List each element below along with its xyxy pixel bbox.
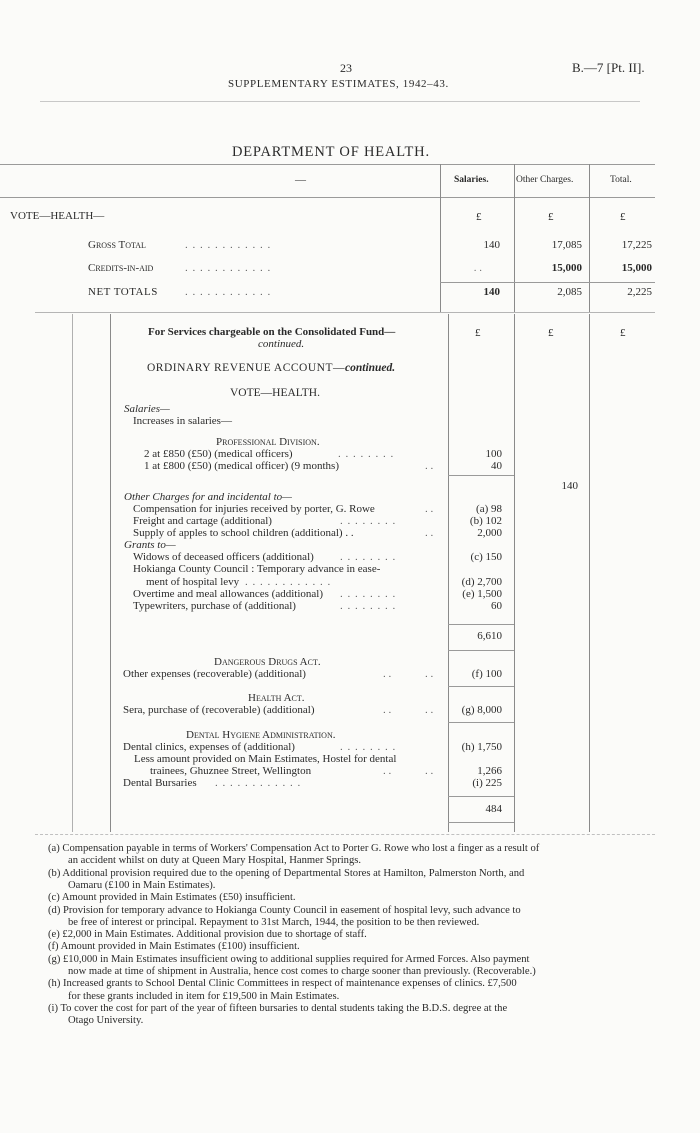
column-header-other-charges: Other Charges.: [516, 175, 574, 185]
dangerous-drugs-heading: Dangerous Drugs Act.: [214, 656, 321, 668]
page-title: DEPARTMENT OF HEALTH.: [232, 144, 430, 160]
vote-label: VOTE—HEALTH—: [10, 210, 105, 222]
currency-3: £: [620, 327, 626, 339]
grants-label: Grants to—: [124, 539, 176, 551]
footnote-e: (e) £2,000 in Main Estimates. Additional provision due to shortage of staff.: [48, 929, 367, 941]
page-subtitle: SUPPLEMENTARY ESTIMATES, 1942–43.: [228, 78, 449, 90]
salaries-label: Salaries—: [124, 403, 170, 415]
footnote-g: (g) £10,000 in Main Estimates insufficient owing to additional supplies required for Armed Forces. Also payment now made at time of shipment in Australia, hence cost comes to charge sooner than previously. (Recoverable.): [48, 953, 536, 977]
dental-subtotal: 484: [485, 803, 502, 815]
salaries-total: 140: [561, 480, 578, 492]
section-heading: For Services chargeable on the Consolidated Fund—: [148, 326, 396, 338]
currency-2: £: [548, 327, 554, 339]
vote-heading: VOTE—HEALTH.: [230, 387, 320, 399]
document-reference: B.—7 [Pt. II].: [572, 60, 645, 75]
health-act-heading: Health Act.: [248, 692, 305, 704]
professional-division-heading: Professional Division.: [216, 436, 320, 448]
currency-1: £: [475, 327, 481, 339]
section-heading-continued: continued.: [258, 338, 305, 350]
footnote-c: (c) Amount provided in Main Estimates (£50) insufficient.: [48, 892, 296, 904]
footnote-f: (f) Amount provided in Main Estimates (£100) insufficient.: [48, 941, 300, 953]
increases-label: Increases in salaries—: [133, 415, 232, 427]
column-header-total: Total.: [610, 175, 632, 185]
column-header-blank: —: [295, 174, 306, 186]
page-number: 23: [340, 61, 352, 75]
currency-total: £: [620, 211, 626, 223]
footnote-h: (h) Increased grants to School Dental Clinic Committees in respect of maintenance expenses of clinics. £7,500 for these grants included in item for £19,500 in Main Estimates.: [48, 978, 517, 1002]
other-charges-label: Other Charges for and incidental to—: [124, 491, 292, 503]
column-header-salaries: Salaries.: [454, 175, 489, 185]
account-heading: ORDINARY REVENUE ACCOUNT—continued.: [147, 362, 396, 374]
divider: [40, 101, 640, 102]
footnote-b: (b) Additional provision required due to the opening of Departmental Stores at Hamilton, Palmerston North, and Oamaru (£100 in Main Estimates).: [48, 867, 525, 891]
other-charges-subtotal: 6,610: [477, 630, 502, 642]
footnote-i: (i) To cover the cost for part of the year of fifteen bursaries to dental students taking the B.D.S. degree at the Otago University.: [48, 1002, 508, 1027]
footnote-d: (d) Provision for temporary advance to Hokianga County Council in easement of hospital levy, such advance to be free of interest or principal. Repayment to 31st March, 1944, the position to be then reviewed.: [48, 904, 521, 928]
footnote-a: (a) Compensation payable in terms of Workers' Compensation Act to Porter G. Rowe who lost a finger as a result of an accident whilst on duty at Queen Mary Hospital, Hanmer Springs.: [48, 843, 540, 867]
currency-salaries: £: [476, 211, 482, 223]
dental-hygiene-heading: Dental Hygiene Administration.: [186, 729, 336, 741]
currency-other: £: [548, 211, 554, 223]
